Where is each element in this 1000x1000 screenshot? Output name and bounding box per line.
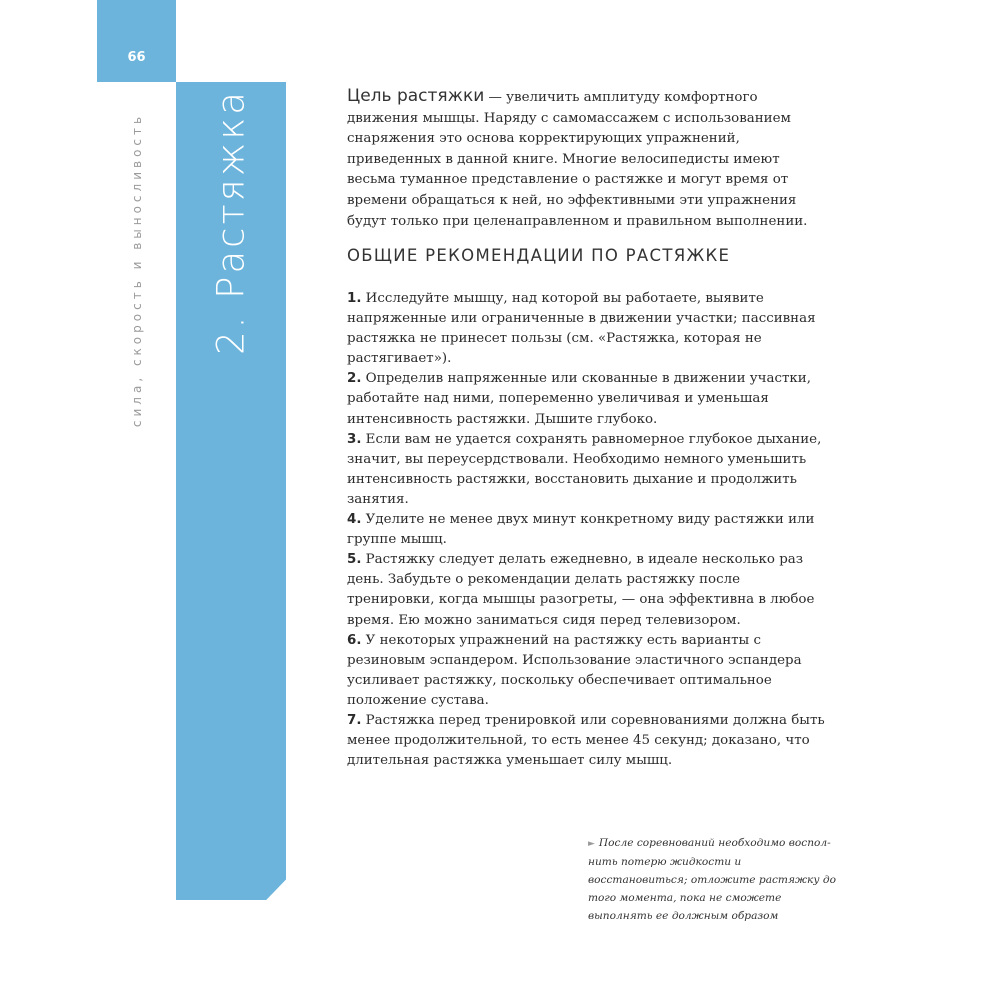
page-number-tab [97,0,176,82]
list-item [347,631,827,711]
recommendations-list [347,289,827,771]
item-text: Если вам не удается сохранять равномерное глубокое дыхание, значит, вы переусердствовали. Необходимо немного уменьшить интенсивность растяжки, восстановить дыхание и продолжить занятия. [347,431,822,507]
list-item [347,550,827,630]
intro-paragraph [347,86,827,232]
caption-arrow-icon: ► [588,839,595,849]
item-number: 3. [347,431,362,447]
item-number: 6. [347,632,362,648]
intro-text: — увеличить амплитуду комфортного движения мышцы. Наряду с самомассажем с использованием снаряжения это основа корректирующих упражнений, приведенных в данной книге. Многие велосипедисты имеют весьма туманное представление о растяжке и могут время от времени обращаться к ней, но эффективными эти упражнения будут только при целенаправленном и правильном выполнении. [347,90,808,229]
item-text: У некоторых упражнений на растяжку есть варианты с резиновым эспандером. Использование эластичного эспандера усиливает растяжку, поскольку обеспечивает оптимальное положение сустава. [347,632,802,708]
item-number: 2. [347,371,362,387]
caption-text: После соревнований необходимо восполнить потерю жидкости и восстановиться; отложите растяжку до того момента, пока не сможете выполнять ее должным образом [588,837,836,922]
item-number: 1. [347,291,362,306]
item-text: Растяжка перед тренировкой или соревнованиями должна быть менее продолжительной, то есть менее 45 секунд; доказано, что длительная растяжка уменьшает силу мышц. [347,712,825,769]
section-heading: ОБЩИЕ РЕКОМЕНДАЦИИ ПО РАСТЯЖКЕ [347,246,731,265]
chapter-title: 2. Растяжка [209,89,253,355]
list-item [347,289,827,369]
item-text: Исследуйте мышцу, над которой вы работаете, выявите напряженные или ограниченные в движении участки; пассивная растяжка не принесет пользы (см. «Растяжка, которая не растягивает»). [347,291,816,367]
item-text: Определив напряженные или скованные в движении участки, работайте над ними, попеременно увеличивая и уменьшая интенсивность растяжки. Дышите глубоко. [347,371,811,427]
page-number: 66 [127,50,146,65]
item-number: 4. [347,512,362,528]
list-item [347,430,827,510]
item-number: 5. [347,552,362,568]
photo-caption [588,834,838,925]
running-head: сила, скорость и выносливость [130,112,144,428]
item-text: Растяжку следует делать ежедневно, в идеале несколько раз день. Забудьте о рекомендации делать растяжку после тренировки, когда мышцы разогреты, — она эффективна в любое время. Ею можно заниматься сидя перед телевизором. [347,552,815,628]
item-text: Уделите не менее двух минут конкретному виду растяжки или группе мышц. [347,512,815,548]
list-item [347,510,827,550]
list-item [347,711,827,771]
list-item [347,369,827,429]
item-number: 7. [347,712,362,728]
intro-lead: Цель растяжки [347,86,485,106]
